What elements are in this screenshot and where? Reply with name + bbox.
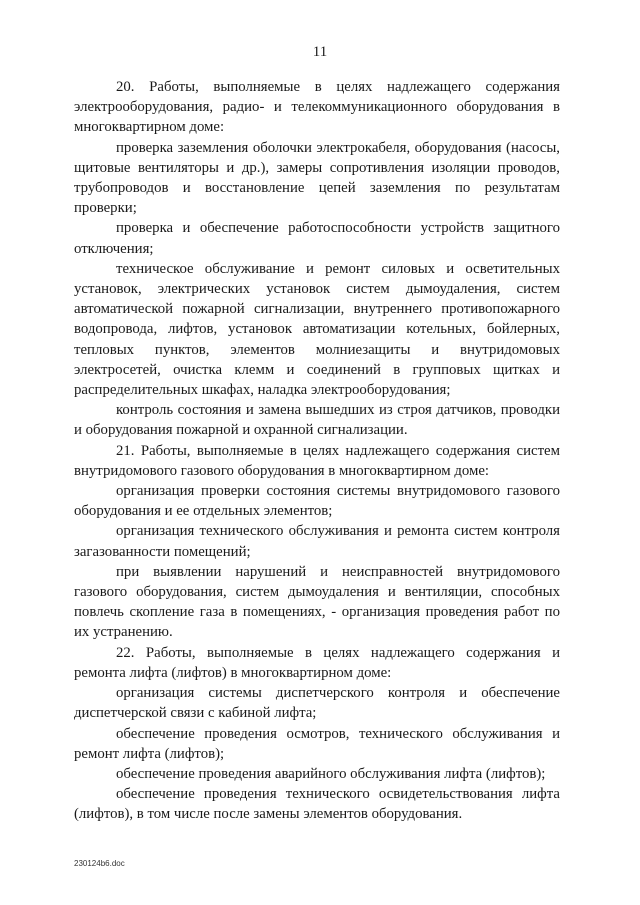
paragraph-protective-shutdown: проверка и обеспечение работоспособности устройств защитного отключения;	[74, 220, 560, 257]
page-number: 11	[312, 44, 328, 60]
paragraph-gas-fault-repair: при выявлении нарушений и неисправностей внутридомового газового оборудования, систем дымоудаления и вентиляции, способных повлечь скопление газа в помещениях, - организация проведения работ по их устранению.	[74, 563, 560, 641]
paragraph-gas-control-maintenance: организация технического обслуживания и ремонта систем контроля загазованности помещений;	[74, 523, 560, 560]
paragraph-dispatch-control: организация системы диспетчерского контроля и обеспечение диспетчерской связи с кабиной лифта;	[74, 685, 560, 722]
paragraph-lift-inspections: обеспечение проведения осмотров, технического обслуживания и ремонт лифта (лифтов);	[74, 725, 560, 762]
paragraph-lift-emergency: обеспечение проведения аварийного обслуживания лифта (лифтов);	[116, 765, 546, 782]
paragraph-grounding-check: проверка заземления оболочки электрокабеля, оборудования (насосы, щитовые вентиляторы и др.), замеры сопротивления изоляции проводов, трубопроводов и восстановление цепей заземления по результатам проверки;	[74, 139, 560, 217]
document-body	[74, 77, 560, 825]
paragraph-gas-inspection: организация проверки состояния системы внутридомового газового оборудования и ее отдельных элементов;	[74, 483, 560, 520]
paragraph-21-heading: 21. Работы, выполняемые в целях надлежащего содержания систем внутридомового газового оборудования в многоквартирном доме:	[74, 442, 560, 479]
paragraph-20-heading: 20. Работы, выполняемые в целях надлежащего содержания электрооборудования, радио- и телекоммуникационного оборудования в многоквартирном доме:	[74, 79, 560, 136]
paragraph-maintenance-installations: техническое обслуживание и ремонт силовых и осветительных установок, электрических установок систем дымоудаления, систем автоматической пожарной сигнализации, внутреннего противопожарного водопровода, лифтов, установок автоматизации котельных, бойлерных, тепловых пунктов, элементов молниезащиты и внутридомовых электросетей, очистка клемм и соединений в групповых щитках и распределительных шкафах, наладка электрооборудования;	[74, 260, 560, 399]
paragraph-22-heading: 22. Работы, выполняемые в целях надлежащего содержания и ремонта лифта (лифтов) в многоквартирном доме:	[74, 644, 560, 681]
paragraph-lift-certification: обеспечение проведения технического освидетельствования лифта (лифтов), в том числе после замены элементов оборудования.	[74, 786, 560, 823]
footer-filename: 230124b6.doc	[74, 859, 125, 868]
paragraph-sensor-replacement: контроль состояния и замена вышедших из строя датчиков, проводки и оборудования пожарной и охранной сигнализации.	[74, 402, 560, 439]
